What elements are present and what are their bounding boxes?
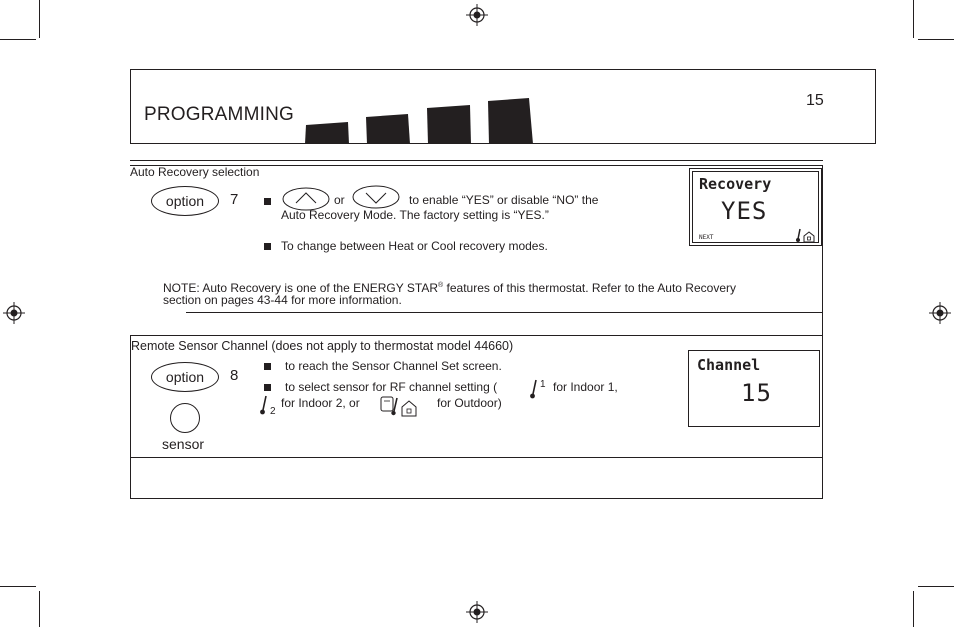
crop-mark — [39, 591, 40, 627]
bullet-text: for Indoor 2, or — [281, 396, 360, 410]
bullet-text: or — [334, 193, 345, 207]
lcd-small-text: NEXT — [699, 234, 714, 241]
page-title: PROGRAMMING — [144, 104, 294, 125]
page-number: 15 — [806, 92, 824, 109]
lcd-display-channel — [688, 350, 820, 427]
crop-mark — [39, 0, 40, 38]
bullet-text: to reach the Sensor Channel Set screen. — [285, 359, 502, 373]
subscript-number: 2 — [270, 406, 276, 417]
bullet-text: for Indoor 1, — [553, 380, 618, 394]
section-rule — [130, 498, 823, 499]
section-title-remote-sensor: Remote Sensor Channel (does not apply to thermostat model 44660) — [131, 339, 514, 353]
thermometer-icon — [528, 378, 540, 400]
crop-mark — [0, 586, 36, 587]
bullet-text: to select sensor for RF channel setting ( — [285, 380, 498, 394]
bullet-text: Auto Recovery Mode. The factory setting is “YES.” — [281, 208, 549, 222]
bullet — [264, 384, 271, 391]
bullet — [264, 198, 271, 205]
bullet-text: to enable “YES” or disable “NO” the — [409, 193, 599, 207]
option-button-label: option — [165, 369, 205, 385]
outdoor-sensor-icon — [380, 395, 420, 417]
section-title-auto-recovery: Auto Recovery selection — [130, 165, 260, 179]
section-rule — [130, 335, 823, 336]
option-button-label: option — [165, 193, 205, 209]
section-rule — [130, 160, 823, 161]
thermometer-icon — [258, 394, 270, 416]
crop-mark — [913, 591, 914, 627]
option-button[interactable] — [151, 186, 219, 216]
lcd-value: YES — [721, 197, 768, 225]
option-button[interactable] — [151, 362, 219, 392]
note-text-b: features of this thermostat. Refer to the Auto Recovery — [443, 281, 736, 295]
thermometer-home-icon — [794, 227, 818, 243]
registration-mark-icon — [466, 4, 488, 26]
crop-mark — [918, 39, 954, 40]
note-text: section on pages 43-44 for more information. — [163, 293, 402, 307]
subscript-number: 1 — [540, 379, 546, 390]
lcd-value: 15 — [741, 379, 772, 407]
registration-mark-icon — [3, 302, 25, 324]
bullet — [264, 363, 271, 370]
down-arrow-button-icon — [352, 185, 400, 209]
section-rule — [186, 312, 823, 313]
registration-mark-icon — [466, 601, 488, 623]
option-number: 8 — [230, 367, 239, 384]
option-number: 7 — [230, 191, 239, 208]
section-border — [130, 335, 131, 499]
bullet-text: for Outdoor) — [437, 396, 502, 410]
registration-mark-icon — [929, 302, 951, 324]
sensor-button[interactable] — [170, 403, 200, 433]
lcd-display-recovery — [689, 168, 822, 246]
section-rule — [130, 457, 823, 458]
registered-mark: ® — [438, 282, 444, 289]
crop-mark — [918, 586, 954, 587]
bullet-text: To change between Heat or Cool recovery modes. — [281, 239, 548, 253]
section-tabs — [300, 96, 540, 144]
note-text-a: NOTE: Auto Recovery is one of the ENERGY STAR — [163, 281, 438, 295]
crop-mark — [913, 0, 914, 38]
sensor-button-label: sensor — [162, 436, 205, 452]
bullet — [264, 243, 271, 250]
section-border — [822, 165, 823, 499]
lcd-label: Channel — [697, 356, 761, 374]
lcd-label: Recovery — [699, 175, 772, 193]
crop-mark — [0, 39, 36, 40]
